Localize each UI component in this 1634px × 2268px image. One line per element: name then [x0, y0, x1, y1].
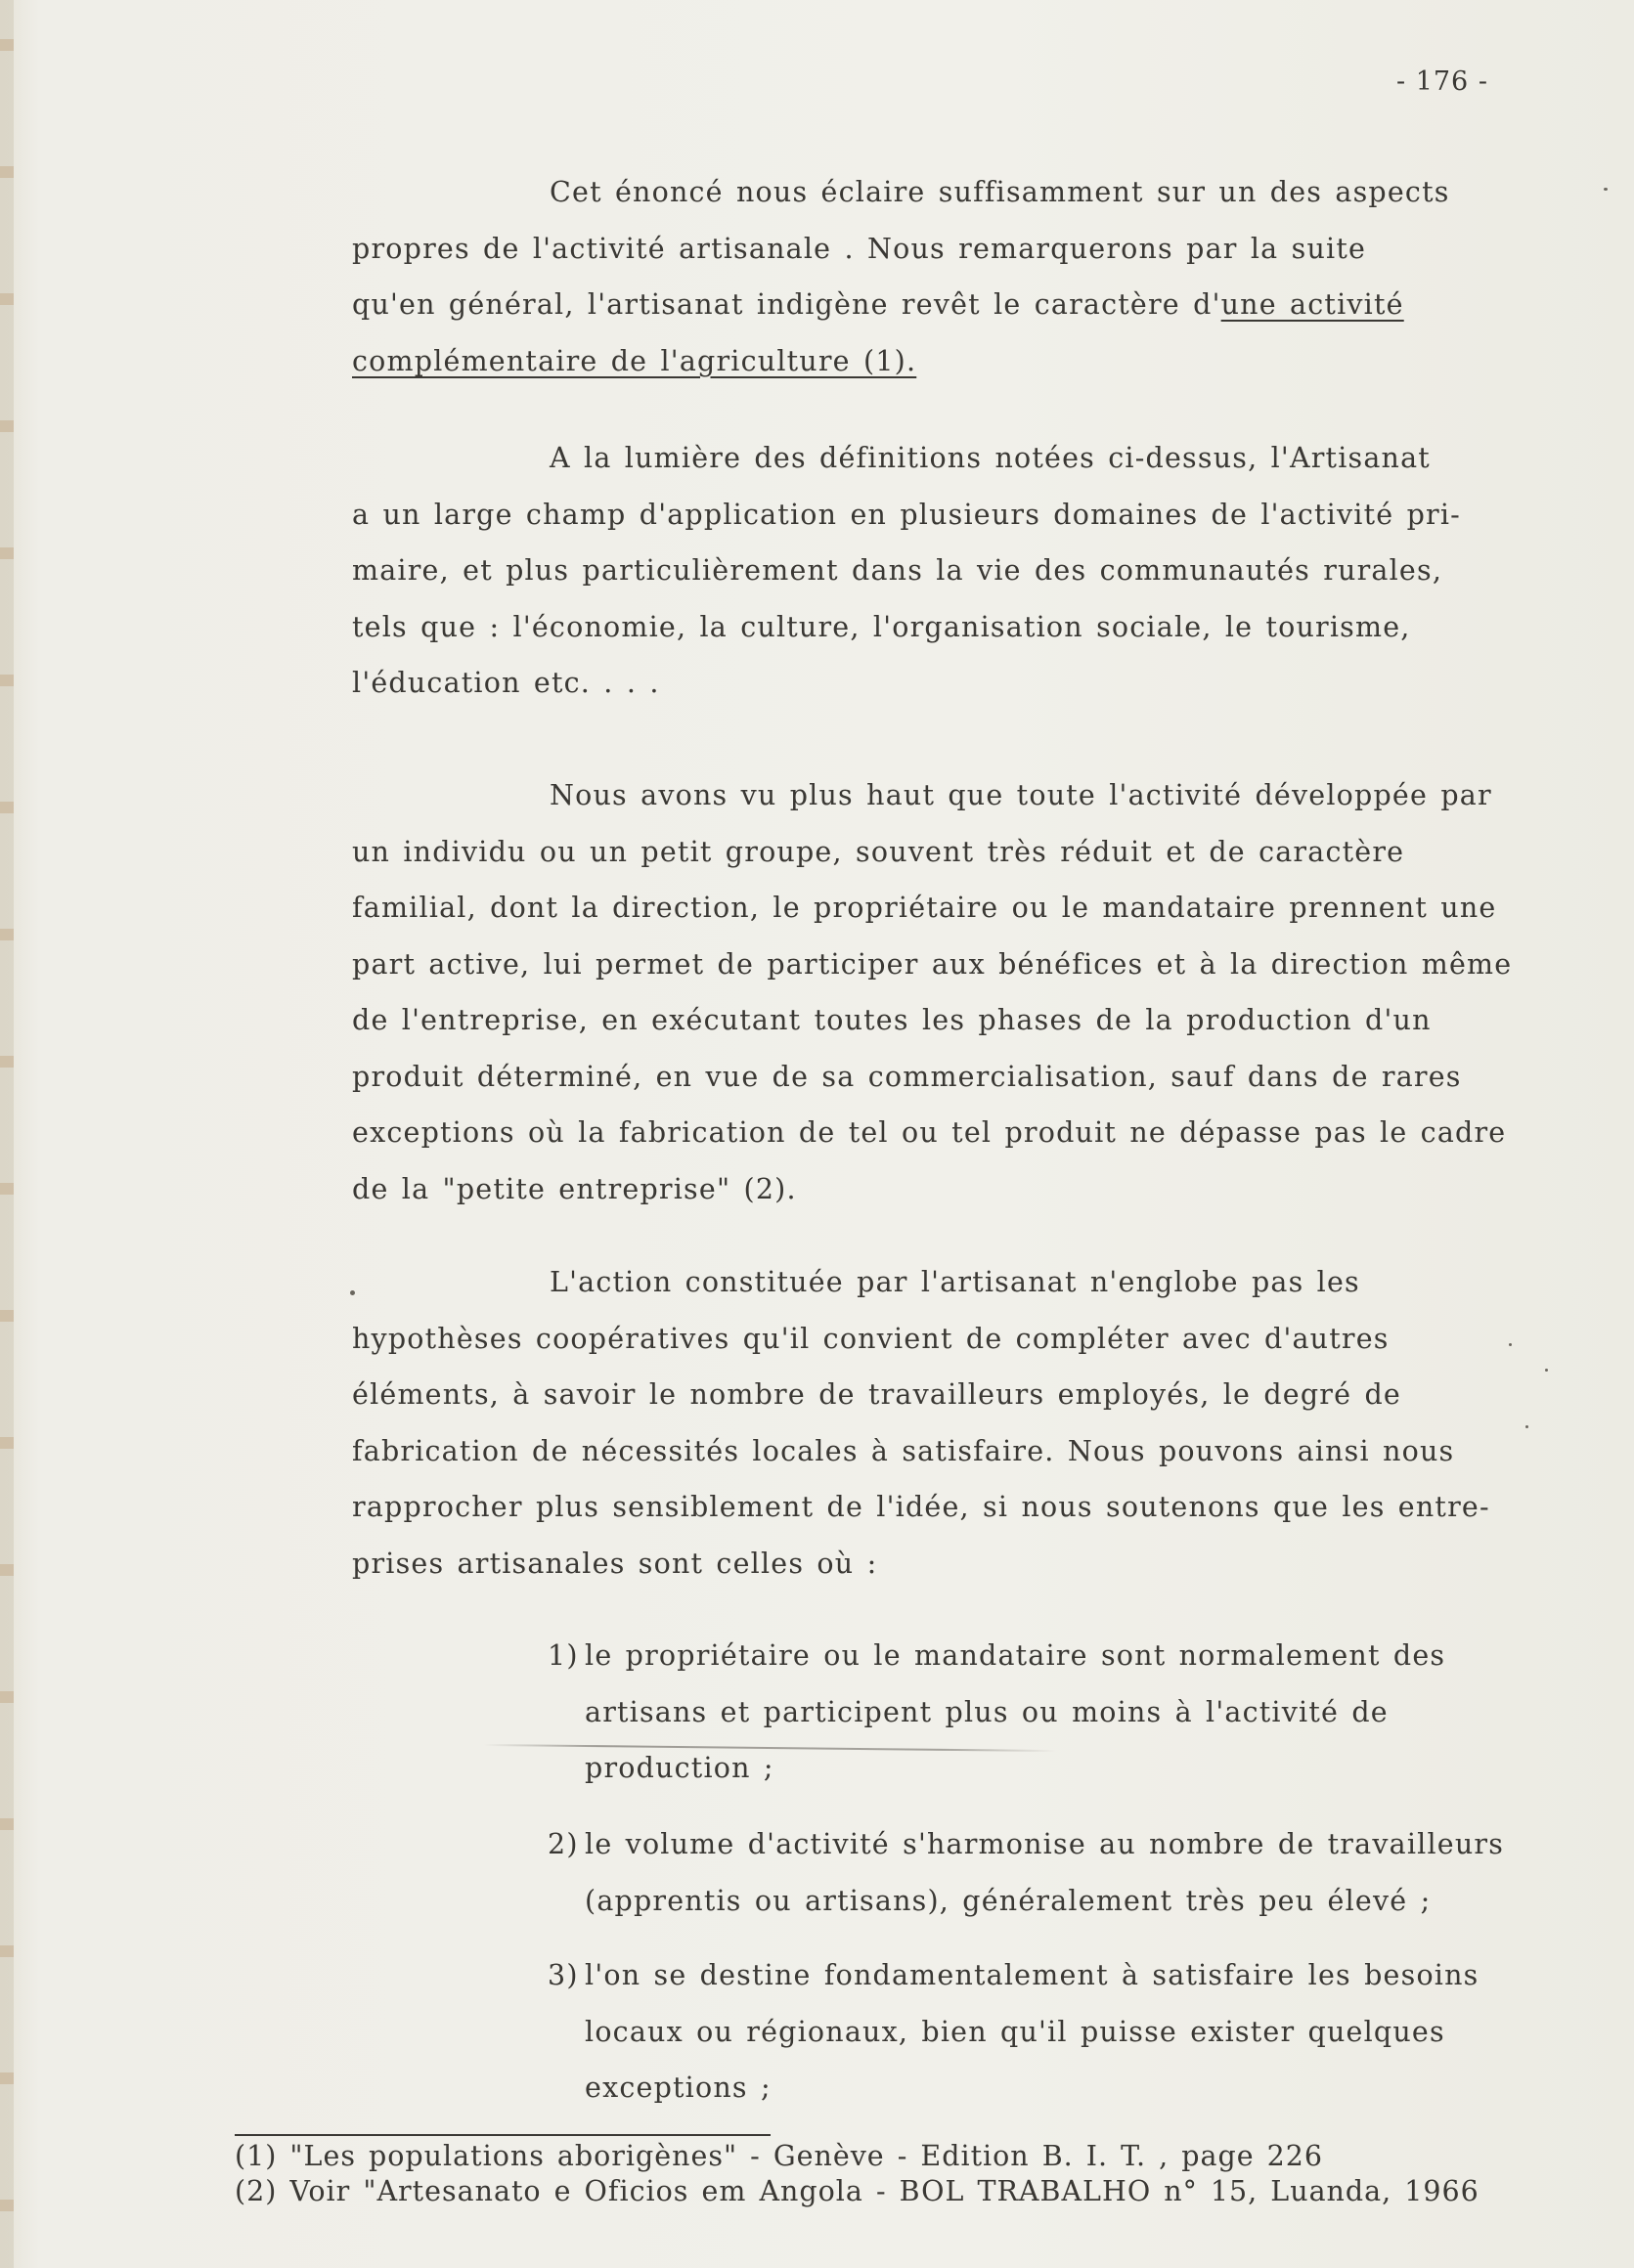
paragraph-line: exceptions où la fabrication de tel ou tel produit ne dépasse pas le cadre: [352, 1116, 1507, 1149]
list-item-text: le propriétaire ou le mandataire sont normalement des: [585, 1639, 1446, 1672]
paragraph-line: fabrication de nécessités locales à satisfaire. Nous pouvons ainsi nous: [352, 1434, 1455, 1467]
paragraph-line: familial, dont la direction, le propriétaire ou le mandataire prennent une: [352, 892, 1497, 924]
paragraph-line: A la lumière des définitions notées ci-dessus, l'Artisanat: [550, 442, 1431, 474]
paragraph-2: [352, 430, 1584, 712]
list-item-line: [548, 1628, 1584, 1684]
paragraph-line: Nous avons vu plus haut que toute l'activité développée par: [550, 779, 1492, 811]
paragraph-line: [352, 277, 1584, 333]
footnote-2: (2) Voir "Artesanato e Oficios em Angola - BOL TRABALHO n° 15, Luanda, 1966: [235, 2175, 1479, 2207]
paragraph-line: propres de l'activité artisanale . Nous remarquerons par la suite: [352, 232, 1367, 265]
paragraph-line: l'éducation etc. . . .: [352, 667, 660, 699]
paragraph-line: part active, lui permet de participer aux bénéfices et à la direction même: [352, 947, 1513, 981]
paragraph-line: un individu ou un petit groupe, souvent très réduit et de caractère: [352, 835, 1405, 868]
paragraph-line-start: qu'en général, l'artisanat indigène revêt le caractère d': [352, 288, 1221, 321]
paragraph-line: prises artisanales sont celles où :: [352, 1547, 878, 1580]
paragraph-3: [352, 767, 1584, 1217]
paragraph-line: hypothèses coopératives qu'il convient de compléter avec d'autres: [352, 1322, 1390, 1355]
list-item-line: [548, 1947, 1584, 2004]
stray-dot: [1545, 1369, 1548, 1372]
paragraph-line: de l'entreprise, en exécutant toutes les phases de la production d'un: [352, 1004, 1432, 1036]
footnote-1: (1) "Les populations aborigènes" - Genève - Edition B. I. T. , page 226: [235, 2140, 1324, 2172]
paragraph-line: éléments, à savoir le nombre de travailleurs employés, le degré de: [352, 1378, 1401, 1411]
stray-dot: [1525, 1425, 1528, 1428]
list-item-2: [548, 1816, 1584, 1929]
list-item-line: exceptions ;: [585, 2072, 772, 2104]
list-item-line: artisans et participent plus ou moins à l'activité de: [585, 1695, 1389, 1728]
list-item-number: 3): [548, 1959, 579, 1991]
paragraph-1: [352, 164, 1584, 389]
paragraph-line: Cet énoncé nous éclaire suffisamment sur un des aspects: [550, 176, 1450, 208]
stray-dot: [350, 1290, 355, 1295]
paragraph-line: L'action constituée par l'artisanat n'englobe pas les: [550, 1266, 1360, 1298]
stray-dot: [1604, 188, 1608, 191]
underlined-phrase: complémentaire de l'agriculture (1).: [352, 344, 917, 377]
paragraph-line: de la "petite entreprise" (2).: [352, 1172, 797, 1205]
list-item-number: 2): [548, 1828, 579, 1860]
footnotes: [235, 2139, 1479, 2209]
binding-edge: [0, 0, 14, 2268]
list-item-line: production ;: [585, 1752, 774, 1784]
list-item-line: [548, 1816, 1584, 1873]
stray-dot: [1509, 1343, 1512, 1346]
paragraph-line: a un large champ d'application en plusieurs domaines de l'activité pri-: [352, 498, 1461, 531]
list-item-number: 1): [548, 1639, 579, 1672]
paragraph-line: [352, 333, 1584, 390]
list-item-text: le volume d'activité s'harmonise au nombre de travailleurs: [585, 1828, 1505, 1860]
paragraph-line: tels que : l'économie, la culture, l'organisation sociale, le tourisme,: [352, 610, 1411, 643]
list-item-1: [548, 1628, 1584, 1797]
list-item-text: l'on se destine fondamentalement à satisfaire les besoins: [585, 1959, 1479, 1991]
underlined-phrase: une activité: [1220, 288, 1404, 321]
paragraph-line: maire, et plus particulièrement dans la vie des communautés rurales,: [352, 554, 1443, 587]
paragraph-line: produit déterminé, en vue de sa commercialisation, sauf dans de rares: [352, 1060, 1462, 1093]
page-number: - 176 -: [1396, 66, 1488, 97]
list-item-3: [548, 1947, 1584, 2116]
footnote-rule: [235, 2134, 771, 2136]
paragraph-4: [352, 1254, 1584, 1592]
list-item-line: locaux ou régionaux, bien qu'il puisse exister quelques: [585, 2015, 1445, 2048]
paragraph-line: rapprocher plus sensiblement de l'idée, si nous soutenons que les entre-: [352, 1491, 1490, 1523]
list-item-line: (apprentis ou artisans), généralement très peu élevé ;: [585, 1884, 1432, 1917]
